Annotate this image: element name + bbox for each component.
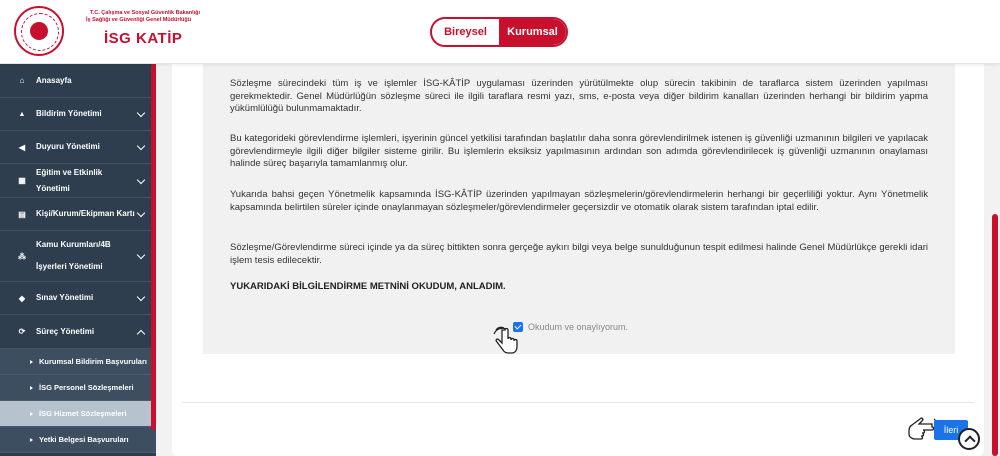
sidebar-item-label: Süreç Yönetimi [36, 326, 95, 336]
footer-divider [182, 402, 974, 403]
chevron-down-icon [136, 209, 146, 219]
org-line-2: İş Sağlığı ve Güvenliği Genel Müdürlüğü [86, 17, 192, 23]
pointer-hand-icon [492, 326, 522, 356]
cube-icon: ◆ [18, 293, 26, 303]
acknowledgement-heading: YUKARIDAKİ BİLGİLENDİRME METNİNİ OKUDUM, ANLADIM. [230, 281, 506, 292]
org-name [86, 10, 200, 24]
chevron-down-icon [136, 293, 146, 303]
sidebar-item-home[interactable] [0, 64, 156, 98]
sidebar-subitem-label: Kurumsal Bildirim Başvuruları [39, 357, 147, 366]
id-card-icon: ▤ [18, 209, 26, 219]
toggle-individual[interactable]: Bireysel [444, 26, 487, 38]
top-header [0, 0, 1000, 64]
sidebar-item-label: Eğitim ve Etkinlik Yönetimi [36, 167, 103, 193]
sidebar-subitem-label: Yetki Belgesi Başvuruları [39, 435, 129, 444]
brand-title[interactable]: İSG KATİP [104, 30, 183, 47]
sidebar-item-training[interactable] [0, 164, 156, 198]
contract-info-card [172, 64, 984, 456]
sidebar-subitem-corporate-notifications[interactable] [0, 349, 156, 375]
sidebar-item-exams[interactable] [0, 282, 156, 315]
pointer-hand-icon [902, 416, 936, 442]
sidebar-item-label: Duyuru Yönetimi [36, 142, 100, 151]
consent-checkbox-row[interactable] [513, 322, 628, 332]
chevron-down-icon [136, 176, 146, 186]
info-paragraph-4: Sözleşme/Görevlendirme süreci içinde ya da süreç bittikten sonra gerçeğe aykırı bilgi veya belge sunulduğunun tespit edilmesi halinde Genel Müdürlükçe gerekli idari işlem tesis edilecektir. [230, 242, 928, 266]
megaphone-icon: ◀ [18, 142, 26, 152]
org-line-1: T.C. Çalışma ve Sosyal Güvenlik Bakanlığı [90, 10, 201, 16]
sidebar-item-cards[interactable] [0, 198, 156, 231]
sidebar-item-label: Sınav Yönetimi [36, 293, 94, 302]
sidebar-nav [0, 64, 156, 456]
consent-checkbox-label[interactable]: Okudum ve onaylıyorum. [528, 322, 629, 332]
sidebar-subitem-personnel-contracts[interactable] [0, 375, 156, 401]
home-icon: ⌂ [19, 76, 25, 85]
ministry-logo[interactable] [14, 6, 64, 56]
caret-right-icon [30, 438, 33, 442]
toggle-corporate[interactable]: Kurumsal [499, 19, 566, 45]
sidebar-subitem-label: İSG Hizmet Sözleşmeleri [39, 409, 127, 418]
info-paragraph-3: Yukarıda bahsi geçen Yönetmelik kapsamında İSG-KÂTİP üzerinden yapılmayan sözleşmelerin/görevlendirmelerin herhangi bir geçerliliği yoktur. Aynı Yönetmelik kapsamında belirtilen süreler içinde onaylanmayan sözleşmeler/görevlendirmeler geçersizdir ve otomatik olarak sistem tarafından iptal edilir. [230, 189, 928, 213]
sidebar-item-process[interactable] [0, 315, 156, 349]
sidebar-item-notifications[interactable] [0, 98, 156, 131]
sidebar-item-label: Kamu Kurumları/4B İşyerleri Yönetimi [36, 240, 111, 271]
sidebar-subitem-label: İSG Personel Sözleşmeleri [39, 383, 134, 392]
sidebar-item-label: Bildirim Yönetimi [36, 109, 102, 118]
sidebar-item-label: Kişi/Kurum/Ekipman Kartı [36, 209, 135, 218]
chevron-down-icon [136, 251, 146, 261]
caret-right-icon [30, 360, 33, 364]
caret-right-icon [30, 412, 33, 416]
caret-right-icon [30, 386, 33, 390]
user-type-toggle [430, 17, 568, 47]
sitemap-icon: ⁂ [18, 251, 26, 261]
scroll-to-top-button[interactable] [958, 428, 980, 450]
page-scrollbar-thumb[interactable] [992, 214, 998, 456]
chevron-up-icon [136, 327, 146, 337]
bell-icon: ▲ [18, 110, 26, 118]
chevron-down-icon [136, 142, 146, 152]
calendar-icon: ▦ [18, 176, 26, 185]
info-paragraph-2: Bu kategorideki görevlendirme işlemleri, işyerinin güncel yetkilisi tarafından başlatılır daha sonra görevlendirilmek istenen iş güvenliği uzmanının bilgileri ve yapılacak görevlendirmeyle ilgili diğer bilgiler sisteme girilir. Bu işlemlerin eksiksiz yapılmasının ardından son adımda görevlendirilecek iş güvenliği uzmanının onaylaması halinde süreç başarıyla tamamlanmış olur. [230, 133, 928, 170]
sync-icon: ⟳ [18, 327, 26, 336]
sidebar-item-public-institutions[interactable] [0, 231, 156, 282]
page-scrollbar[interactable] [990, 64, 1000, 456]
next-button[interactable]: İleri [934, 420, 968, 440]
sidebar-item-announcements[interactable] [0, 131, 156, 164]
sidebar-item-label: Anasayfa [36, 75, 72, 85]
sidebar-subitem-service-contracts[interactable] [0, 401, 156, 427]
sidebar-scrollbar[interactable] [151, 64, 156, 430]
sidebar-subitem-authority-certificates[interactable] [0, 427, 156, 453]
info-paragraph-1: Sözleşme sürecindeki tüm iş ve işlemler İSG-KÂTİP uygulaması üzerinden yürütülmekte olup sürecin takibinin de taraflarca sistem üzerinden yapılması gerekmektedir. Genel Müdürlüğün sözleşme süreci ile ilgili taraflara resmi yazı, sms, e-posta veya diğer bildirim kanalları üzerinden herhangi bir bildirim yapma yükümlülüğü bulunmamaktadır. [230, 78, 928, 115]
chevron-down-icon [136, 109, 146, 119]
